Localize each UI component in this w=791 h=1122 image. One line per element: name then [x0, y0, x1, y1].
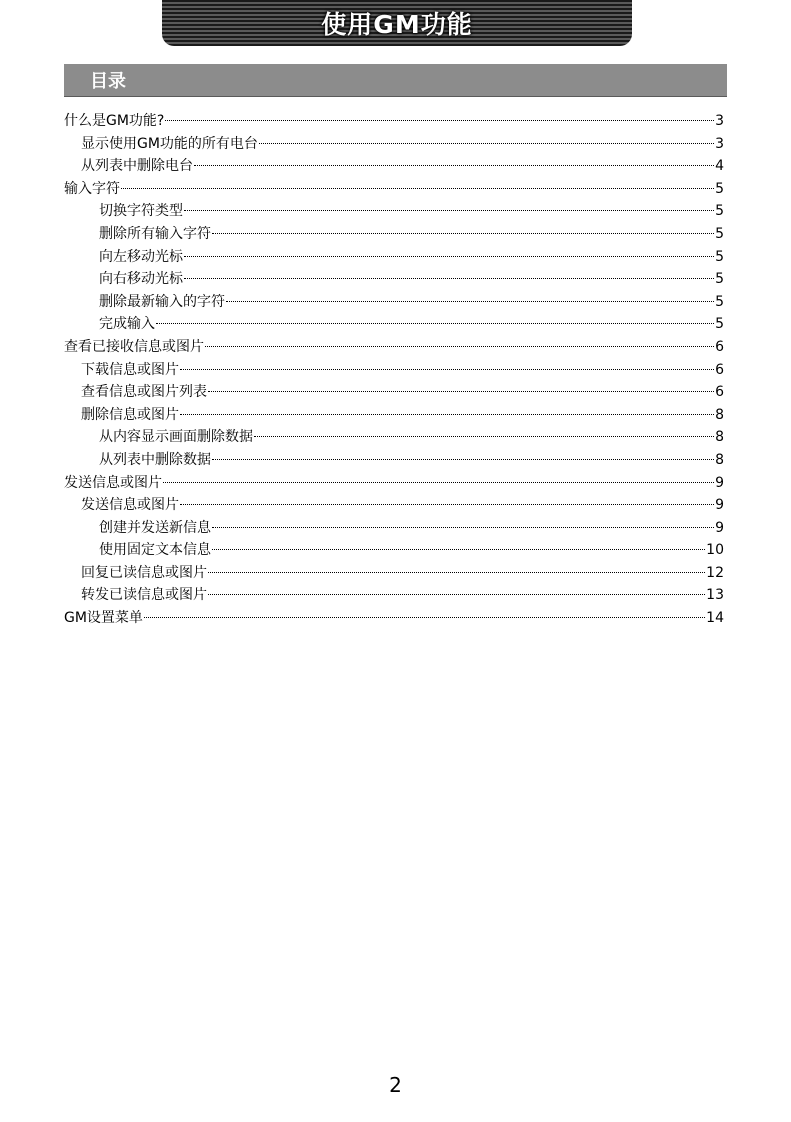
dot-leader: [194, 165, 714, 166]
toc-entry-page: 13: [706, 587, 724, 604]
table-of-contents: [64, 110, 724, 630]
dot-leader: [205, 346, 714, 347]
toc-entry-page: 5: [715, 248, 724, 265]
toc-entry[interactable]: [64, 449, 724, 472]
dot-leader: [180, 414, 714, 415]
toc-entry-page: 8: [715, 406, 724, 423]
toc-entry-label: 删除最新输入的字符: [99, 293, 225, 310]
toc-entry-page: 6: [715, 361, 724, 378]
toc-entry-label: 查看信息或图片列表: [81, 384, 207, 401]
toc-entry-label: 发送信息或图片: [81, 497, 179, 514]
toc-entry-page: 4: [715, 158, 724, 175]
toc-entry-label: 向左移动光标: [99, 248, 183, 265]
toc-entry[interactable]: [64, 359, 724, 382]
toc-entry[interactable]: [64, 584, 724, 607]
dot-leader: [184, 256, 714, 257]
toc-entry-label: 从列表中删除数据: [99, 451, 211, 468]
toc-entry-page: 12: [706, 564, 724, 581]
dot-leader: [163, 482, 714, 483]
page-number: 2: [389, 1073, 402, 1097]
dot-leader: [165, 120, 714, 121]
toc-entry-page: 6: [715, 384, 724, 401]
dot-leader: [212, 459, 714, 460]
toc-entry-page: 8: [715, 429, 724, 446]
toc-entry-label: 什么是GM功能?: [64, 113, 165, 129]
dot-leader: [208, 391, 714, 392]
toc-entry-label: 查看已接收信息或图片: [64, 338, 204, 355]
toc-entry[interactable]: [64, 494, 724, 517]
dot-leader: [156, 323, 714, 324]
toc-entry[interactable]: [64, 472, 724, 495]
dot-leader: [208, 594, 705, 595]
section-header-bar: [64, 64, 727, 97]
dot-leader: [121, 188, 714, 189]
dot-leader: [212, 233, 714, 234]
toc-entry-page: 6: [715, 338, 724, 355]
title-banner: [162, 0, 632, 46]
toc-entry-page: 5: [715, 316, 724, 333]
toc-entry[interactable]: [64, 336, 724, 359]
toc-entry-page: 3: [715, 113, 724, 129]
toc-entry-label: 输入字符: [64, 180, 120, 197]
dot-leader: [259, 143, 714, 144]
toc-entry-label: 完成输入: [99, 316, 155, 333]
toc-entry[interactable]: [64, 562, 724, 585]
toc-entry-label: GM设置菜单: [64, 610, 143, 627]
toc-entry-page: 5: [715, 203, 724, 220]
toc-entry[interactable]: [64, 133, 724, 156]
dot-leader: [184, 278, 714, 279]
toc-entry[interactable]: [64, 426, 724, 449]
toc-entry[interactable]: [64, 200, 724, 223]
toc-entry[interactable]: [64, 291, 724, 314]
toc-entry[interactable]: [64, 110, 724, 133]
toc-entry[interactable]: [64, 155, 724, 178]
dot-leader: [226, 301, 714, 302]
toc-entry-page: 9: [715, 474, 724, 491]
toc-entry-page: 9: [715, 497, 724, 514]
toc-entry[interactable]: [64, 313, 724, 336]
toc-entry-label: 转发已读信息或图片: [81, 587, 207, 604]
dot-leader: [144, 617, 705, 618]
toc-entry[interactable]: [64, 246, 724, 269]
toc-entry-label: 从列表中删除电台: [81, 158, 193, 175]
dot-leader: [212, 549, 705, 550]
toc-entry-page: 10: [706, 542, 724, 559]
toc-entry-label: 从内容显示画面删除数据: [99, 429, 253, 446]
toc-entry-label: 删除信息或图片: [81, 406, 179, 423]
dot-leader: [184, 210, 714, 211]
toc-entry[interactable]: [64, 178, 724, 201]
toc-entry-label: 创建并发送新信息: [99, 519, 211, 536]
toc-entry-label: 使用固定文本信息: [99, 542, 211, 559]
toc-entry-label: 向右移动光标: [99, 271, 183, 288]
toc-entry-label: 发送信息或图片: [64, 474, 162, 491]
toc-entry[interactable]: [64, 381, 724, 404]
dot-leader: [180, 369, 714, 370]
toc-entry[interactable]: [64, 404, 724, 427]
dot-leader: [212, 527, 714, 528]
toc-entry-page: 9: [715, 519, 724, 536]
toc-entry-label: 切换字符类型: [99, 203, 183, 220]
toc-entry-page: 5: [715, 225, 724, 242]
toc-entry-page: 3: [715, 135, 724, 152]
toc-entry-page: 5: [715, 180, 724, 197]
toc-entry-label: 回复已读信息或图片: [81, 564, 207, 581]
toc-entry-label: 下载信息或图片: [81, 361, 179, 378]
toc-entry[interactable]: [64, 607, 724, 630]
dot-leader: [208, 572, 705, 573]
toc-entry[interactable]: [64, 517, 724, 540]
toc-entry-page: 14: [706, 610, 724, 627]
toc-entry[interactable]: [64, 223, 724, 246]
page-title: 使用GM功能: [321, 10, 473, 39]
toc-entry-label: 显示使用GM功能的所有电台: [81, 135, 258, 152]
toc-entry[interactable]: [64, 268, 724, 291]
toc-entry-label: 删除所有输入字符: [99, 225, 211, 242]
dot-leader: [254, 436, 714, 437]
toc-entry[interactable]: [64, 539, 724, 562]
toc-entry-page: 8: [715, 451, 724, 468]
toc-entry-page: 5: [715, 293, 724, 310]
dot-leader: [180, 504, 714, 505]
section-title: 目录: [90, 71, 126, 92]
toc-entry-page: 5: [715, 271, 724, 288]
